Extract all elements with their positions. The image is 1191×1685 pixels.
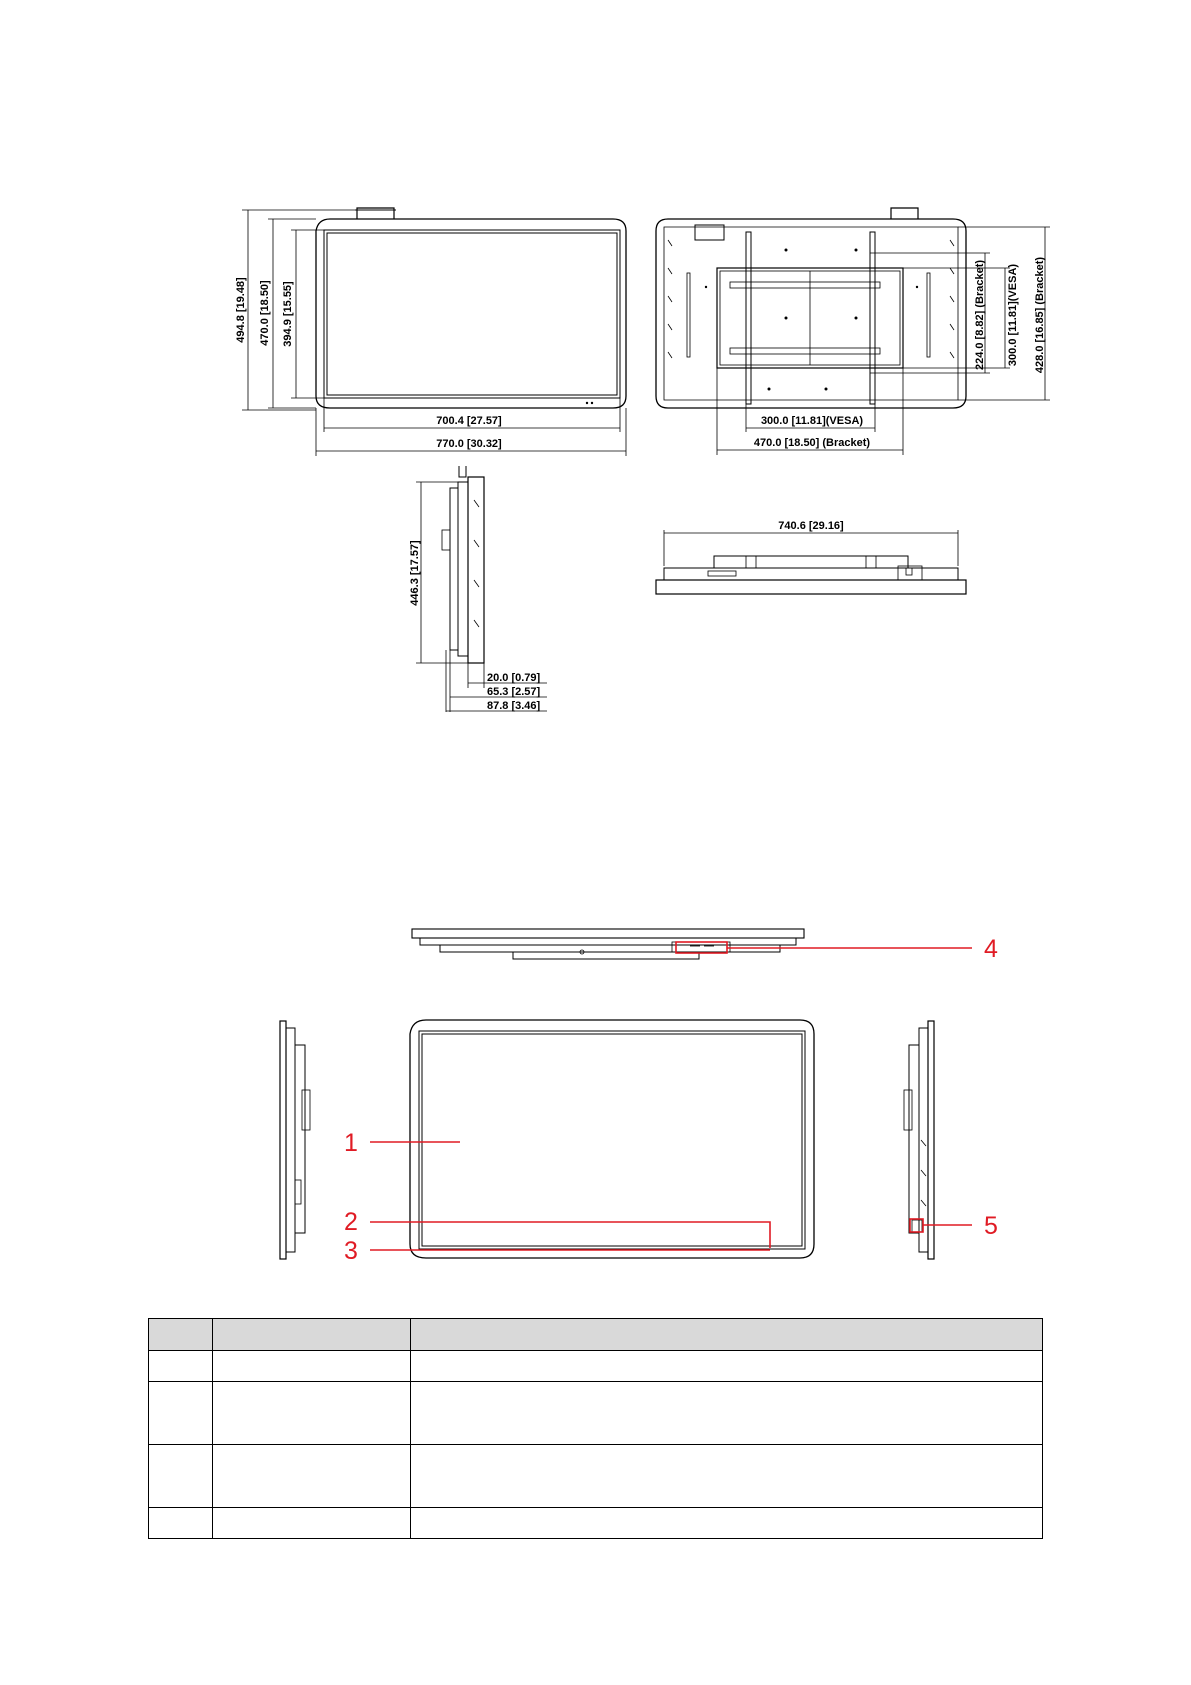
table-header-row [149, 1319, 1043, 1351]
table-header-cell [411, 1319, 1043, 1351]
dimension-drawing [0, 0, 1191, 760]
table-cell [213, 1445, 411, 1508]
dim-total-width: 770.0 [30.32] [436, 438, 502, 450]
dim-bracket-height: 428.0 [16.85] (Bracket) [1034, 256, 1046, 374]
table-cell [149, 1382, 213, 1445]
right-side-view [904, 1021, 934, 1259]
dim-bracket-inner-height: 224.0 [8.82] (Bracket) [974, 259, 986, 371]
dim-depth-3: 87.8 [3.46] [487, 700, 541, 712]
table-cell [149, 1445, 213, 1508]
table-header-cell [149, 1319, 213, 1351]
dim-bracket-width: 470.0 [18.50] (Bracket) [753, 437, 871, 449]
spec-table [148, 1318, 1043, 1539]
dim-vesa-width: 300.0 [11.81](VESA) [760, 415, 864, 427]
table-cell [213, 1508, 411, 1539]
callout-4: 4 [984, 935, 998, 963]
rear-vent-slots [668, 240, 954, 358]
table-cell [213, 1351, 411, 1382]
dim-side-height: 446.3 [17.57] [409, 540, 421, 606]
table-cell [213, 1382, 411, 1445]
dim-depth-1: 20.0 [0.79] [487, 672, 541, 684]
dim-depth-2: 65.3 [2.57] [487, 686, 541, 698]
table-cell [411, 1508, 1043, 1539]
callout-leaders [370, 942, 972, 1250]
left-side-view [280, 1021, 310, 1259]
dim-outer-height: 494.8 [19.48] [235, 277, 247, 343]
dim-screen-width: 700.4 [27.57] [436, 415, 502, 427]
dim-screen-height: 394.9 [15.55] [282, 281, 294, 347]
side-view [409, 466, 547, 712]
front-view [235, 208, 626, 456]
dim-bezel-height: 470.0 [18.50] [259, 280, 271, 346]
table-header-cell [213, 1319, 411, 1351]
top-edge-view [412, 929, 804, 959]
table-cell [411, 1445, 1043, 1508]
table-cell [149, 1351, 213, 1382]
dim-bottom-width: 740.6 [29.16] [778, 520, 844, 532]
table-row [149, 1351, 1043, 1382]
callout-1: 1 [344, 1129, 358, 1157]
table-row [149, 1382, 1043, 1445]
table-row [149, 1508, 1043, 1539]
callout-3: 3 [344, 1237, 358, 1265]
dim-vesa-height: 300.0 [11.81](VESA) [1007, 263, 1019, 367]
table-cell [149, 1508, 213, 1539]
bottom-view [656, 520, 966, 594]
table-cell [411, 1351, 1043, 1382]
rear-view [656, 208, 1050, 455]
table-cell [411, 1382, 1043, 1445]
callout-2: 2 [344, 1208, 358, 1236]
callout-drawing [0, 910, 1191, 1270]
table-row [149, 1445, 1043, 1508]
callout-5: 5 [984, 1212, 998, 1240]
